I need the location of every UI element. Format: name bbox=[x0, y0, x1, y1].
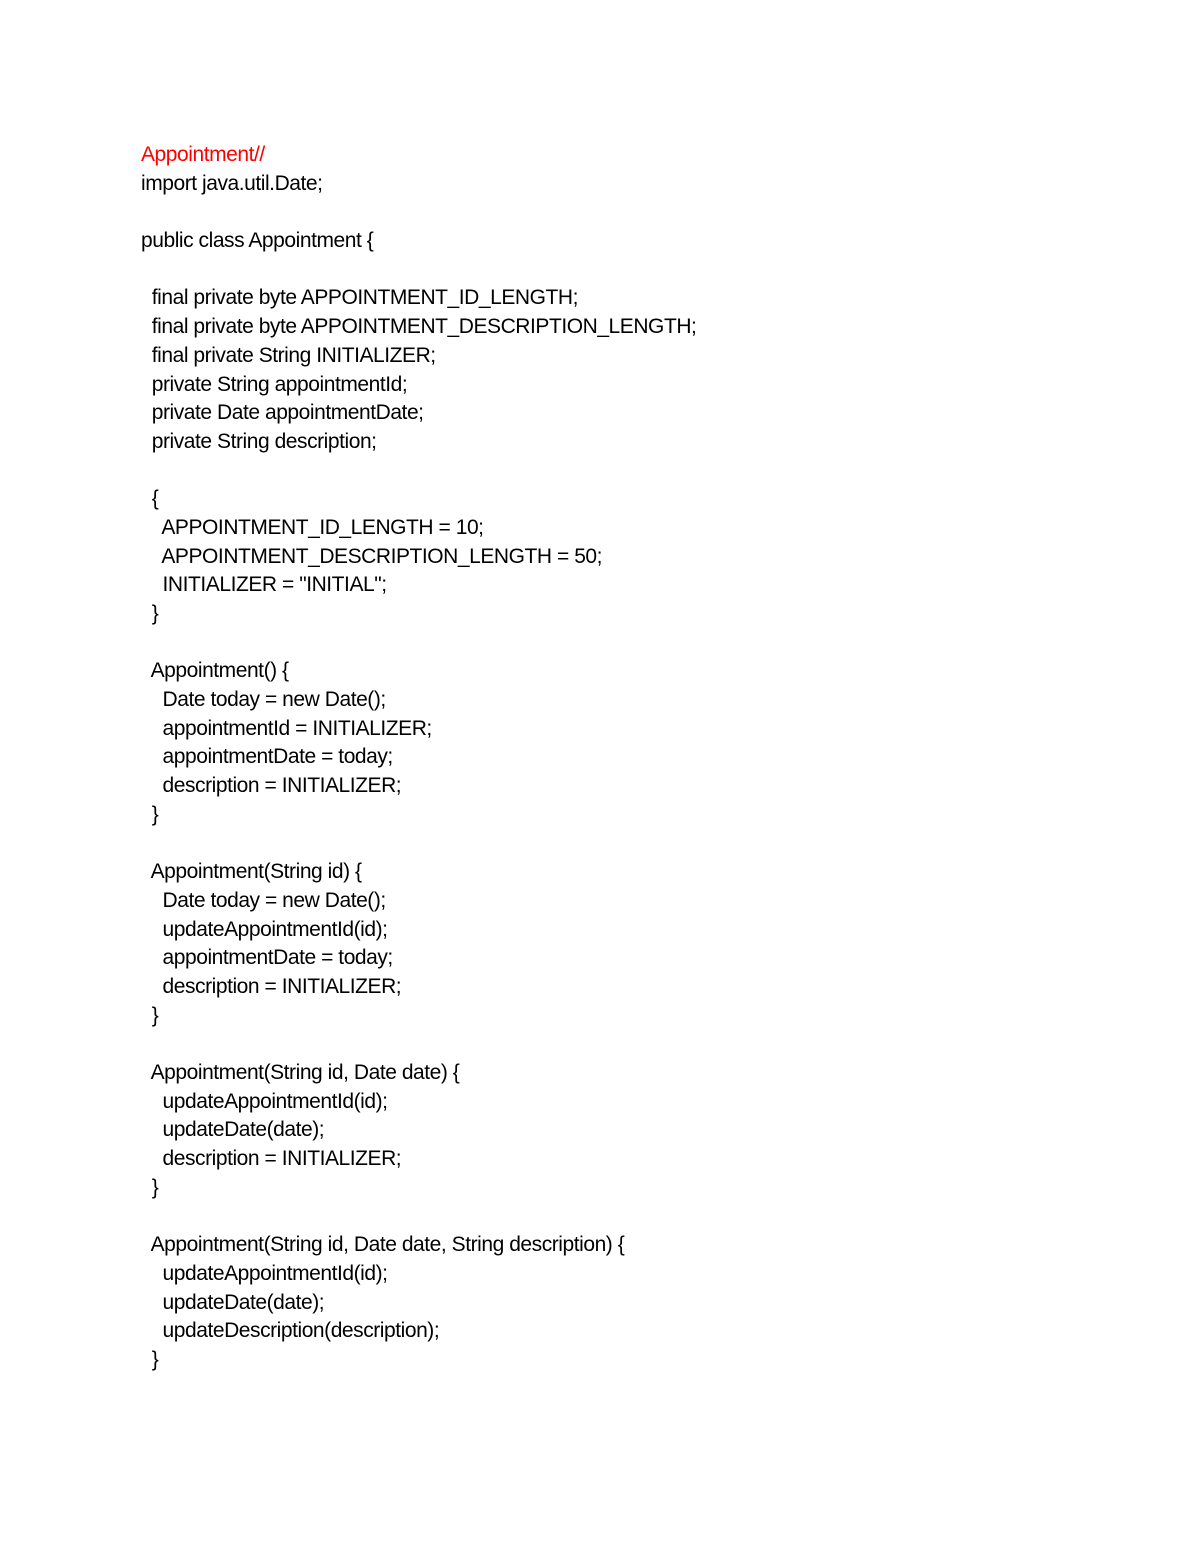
code-line: { bbox=[141, 487, 159, 511]
code-line bbox=[141, 1202, 1141, 1231]
code-line: Date today = new Date(); bbox=[141, 688, 386, 712]
code-line: appointmentId = INITIALIZER; bbox=[141, 716, 432, 740]
code-line: updateDate(date); bbox=[141, 1118, 325, 1142]
code-line: } bbox=[141, 1347, 159, 1371]
code-line: private Date appointmentDate; bbox=[141, 401, 424, 425]
code-line bbox=[141, 457, 1141, 486]
code-line: APPOINTMENT_ID_LENGTH = 10; bbox=[141, 515, 484, 539]
code-line bbox=[141, 629, 1141, 658]
code-line: private String description; bbox=[141, 429, 377, 453]
code-line: description = INITIALIZER; bbox=[141, 1147, 402, 1171]
code-line: Appointment(String id) { bbox=[141, 860, 362, 884]
code-line: Appointment() { bbox=[141, 659, 289, 683]
code-line bbox=[141, 1030, 1141, 1059]
code-line: final private byte APPOINTMENT_ID_LENGTH; bbox=[141, 286, 578, 310]
code-line: } bbox=[141, 602, 159, 625]
code-line: final private String INITIALIZER; bbox=[141, 343, 436, 367]
code-line: APPOINTMENT_DESCRIPTION_LENGTH = 50; bbox=[141, 544, 603, 568]
code-line: Appointment(String id, Date date, String description) { bbox=[141, 1233, 625, 1257]
code-lines bbox=[141, 170, 1141, 1375]
code-line: updateAppointmentId(id); bbox=[141, 1261, 388, 1285]
code-line: import java.util.Date; bbox=[141, 171, 323, 195]
code-line: description = INITIALIZER; bbox=[141, 774, 402, 798]
code-line: updateAppointmentId(id); bbox=[141, 917, 388, 941]
code-line: } bbox=[141, 802, 159, 826]
code-line: appointmentDate = today; bbox=[141, 745, 393, 769]
code-line: Date today = new Date(); bbox=[141, 888, 386, 912]
code-line: INITIALIZER = "INITIAL"; bbox=[141, 573, 387, 597]
code-line: final private byte APPOINTMENT_DESCRIPTION_LENGTH; bbox=[141, 315, 697, 339]
code-line: Appointment(String id, Date date) { bbox=[141, 1061, 460, 1084]
code-line: } bbox=[141, 1175, 159, 1199]
code-line: appointmentDate = today; bbox=[141, 946, 393, 970]
code-line bbox=[141, 198, 1141, 227]
code-line: } bbox=[141, 1003, 159, 1027]
code-line bbox=[141, 256, 1141, 285]
document-title: Appointment// bbox=[141, 143, 265, 166]
code-line: public class Appointment { bbox=[141, 229, 374, 253]
code-block bbox=[141, 141, 1141, 1375]
code-line bbox=[141, 830, 1141, 859]
code-line: updateDescription(description); bbox=[141, 1319, 440, 1343]
code-line: description = INITIALIZER; bbox=[141, 974, 402, 998]
code-line: private String appointmentId; bbox=[141, 372, 408, 396]
code-line: updateDate(date); bbox=[141, 1290, 325, 1314]
code-line: updateAppointmentId(id); bbox=[141, 1089, 388, 1113]
